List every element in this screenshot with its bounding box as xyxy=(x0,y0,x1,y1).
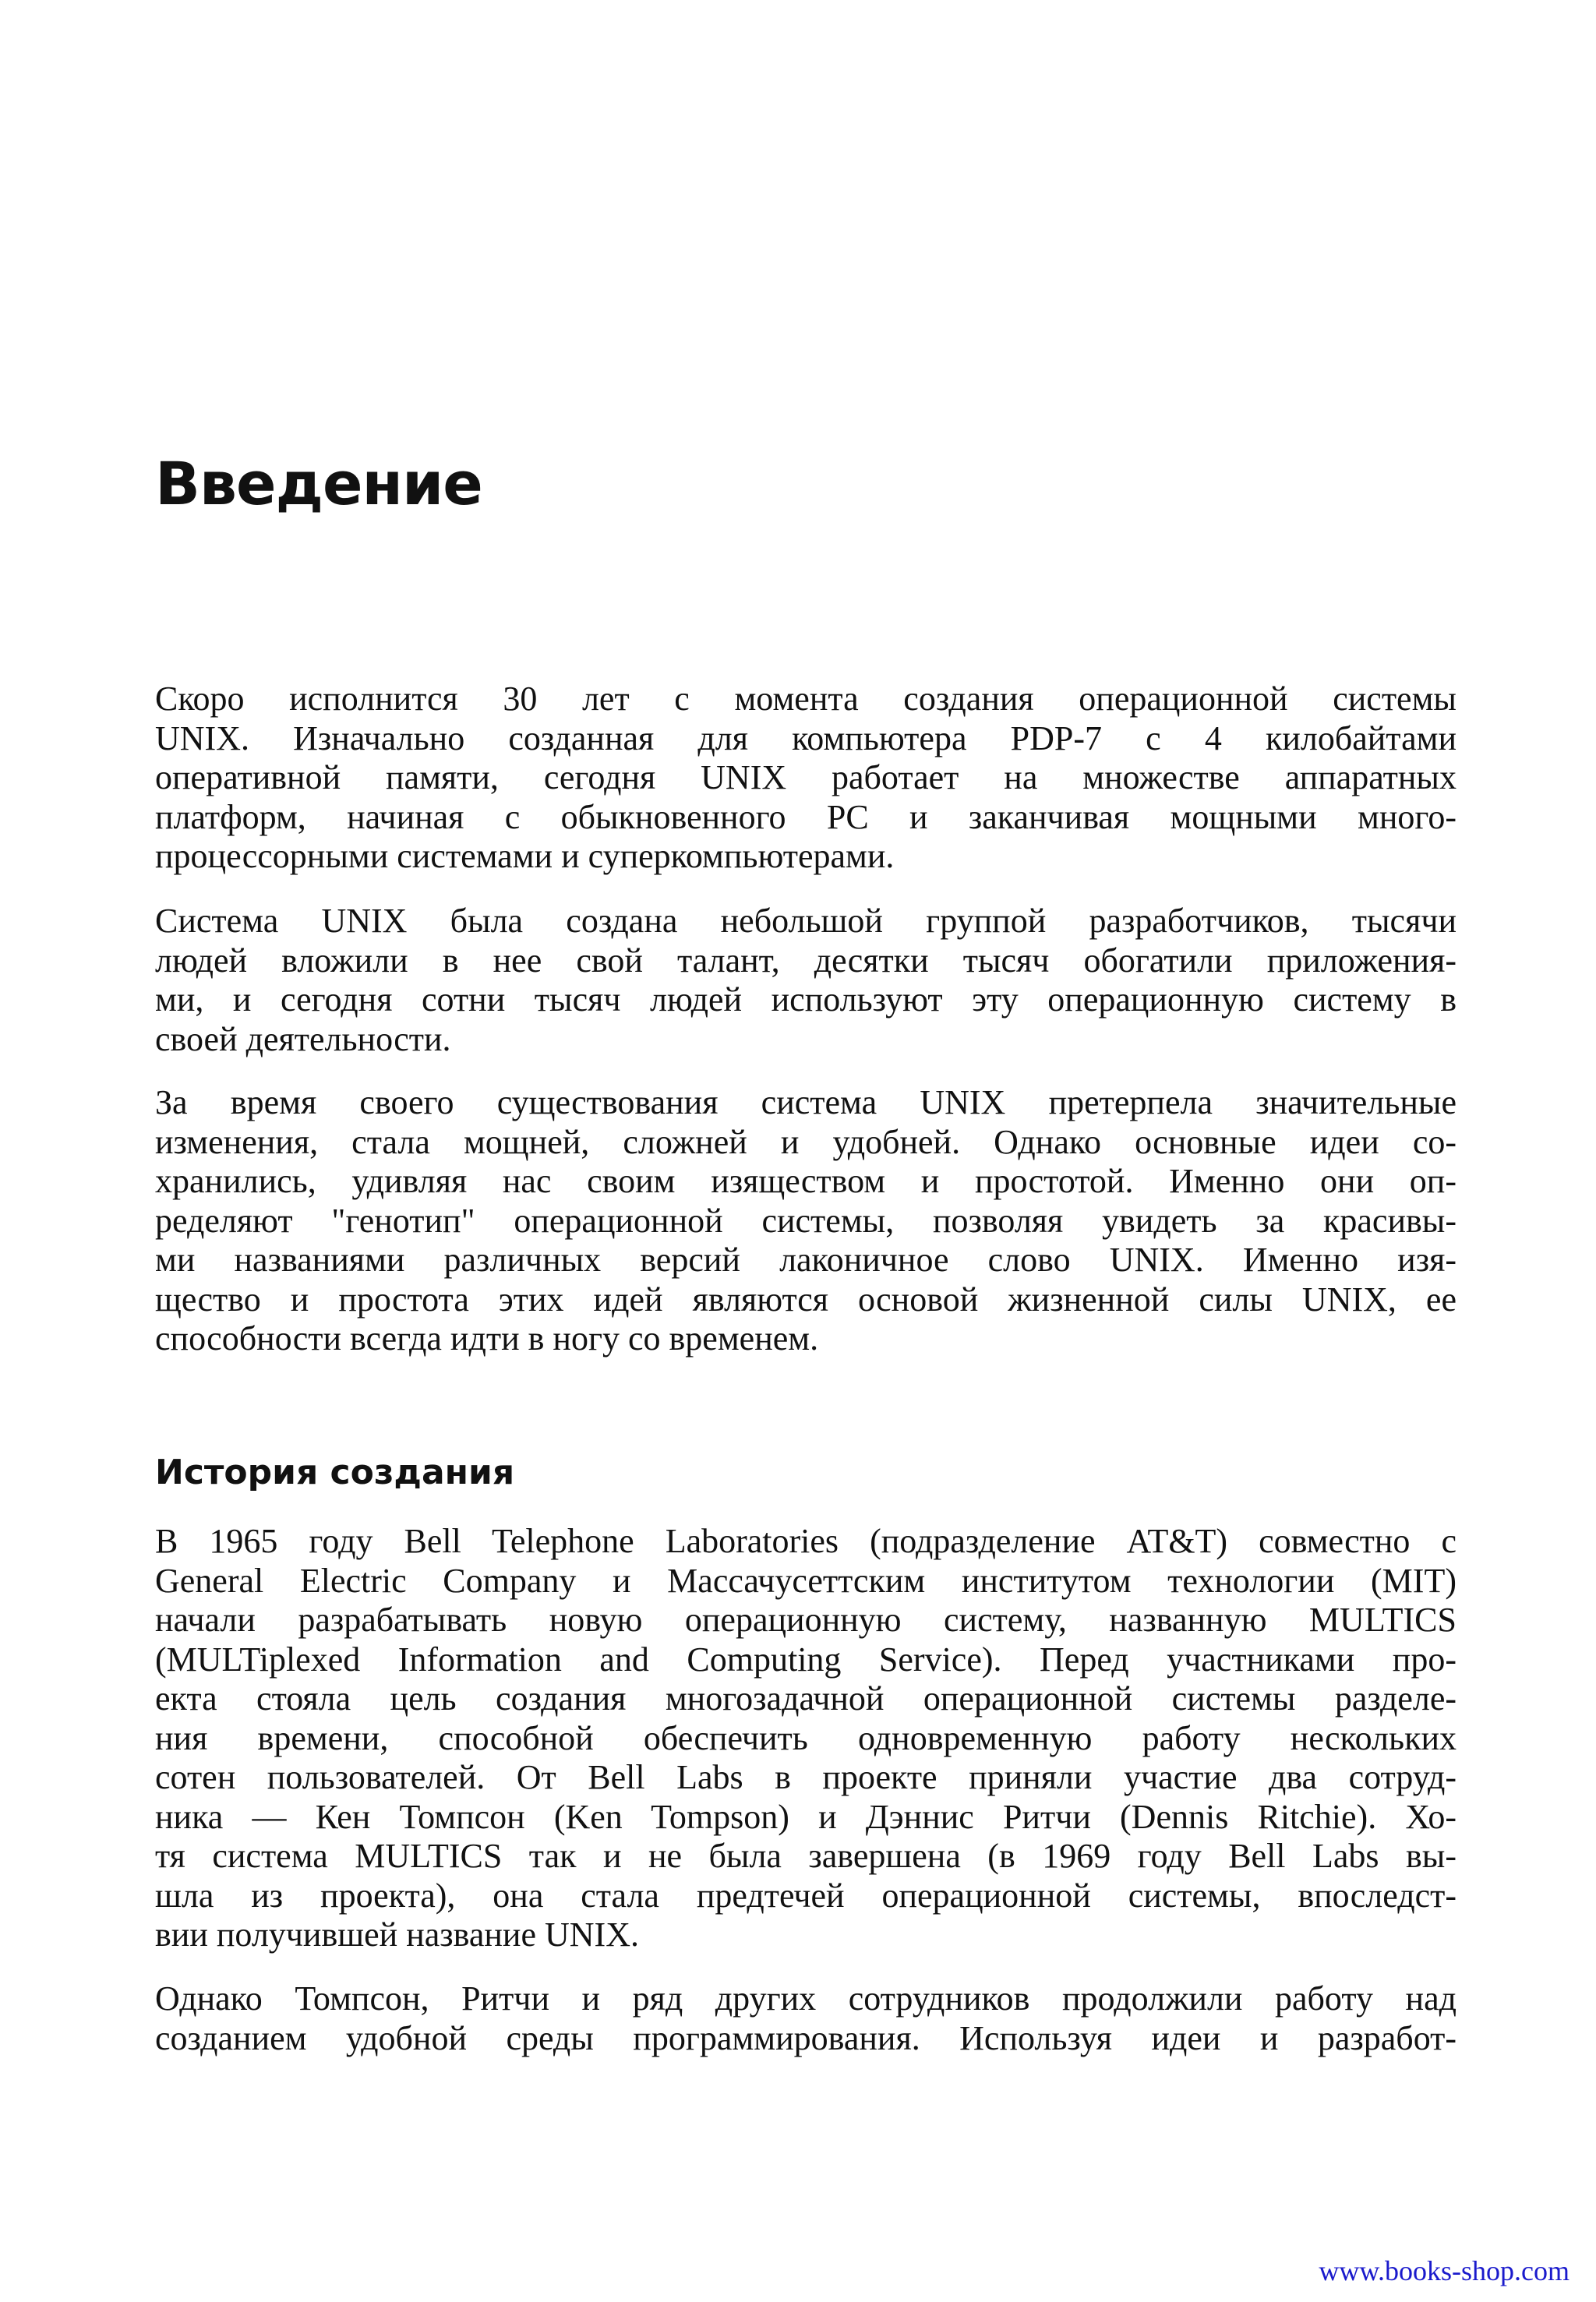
text-line: Система UNIX была создана небольшой группой разработчиков, тысячи xyxy=(155,902,1457,940)
section-title: История создания xyxy=(155,1453,515,1492)
text-line: платформ, начиная с обыкновенного PC и заканчивая мощными много- xyxy=(155,797,1457,836)
text-line: хранились, удивляя нас своим изяществом и простотой. Именно они оп- xyxy=(155,1162,1457,1200)
text-line: процессорными системами и суперкомпьютерами. xyxy=(155,837,895,875)
text-line: вии получившей название UNIX. xyxy=(155,1915,639,1954)
text-line: способности всегда идти в ногу со временем. xyxy=(155,1319,819,1358)
text-line: щество и простота этих идей являются основой жизненной силы UNIX, ее xyxy=(155,1280,1457,1319)
intro-paragraph-2 xyxy=(155,902,1457,1059)
text-line: сотен пользователей. От Bell Labs в проекте приняли участие два сотруд- xyxy=(155,1758,1457,1796)
text-line: General Electric Company и Массачусеттским институтом технологии (MIT) xyxy=(155,1561,1457,1600)
text-line: ми, и сегодня сотни тысяч людей используют эту операционную систему в xyxy=(155,980,1457,1019)
text-line: Однако Томпсон, Ритчи и ряд других сотрудников продолжили работу над xyxy=(155,1979,1457,2018)
text-line: оперативной памяти, сегодня UNIX работает на множестве аппаратных xyxy=(155,758,1457,796)
text-line: начали разрабатывать новую операционную систему, названную MULTICS xyxy=(155,1601,1457,1639)
text-line: екта стояла цель создания многозадачной операционной системы разделе- xyxy=(155,1679,1457,1718)
text-line: людей вложили в нее свой талант, десятки тысяч обогатили приложения- xyxy=(155,941,1457,980)
text-line: изменения, стала мощней, сложней и удобней. Однако основные идеи со- xyxy=(155,1122,1457,1161)
text-line: ми названиями различных версий лаконичное слово UNIX. Именно изя- xyxy=(155,1241,1457,1279)
text-line: своей деятельности. xyxy=(155,1019,451,1058)
text-line: тя система MULTICS так и не была завершена (в 1969 году Bell Labs вы- xyxy=(155,1837,1457,1875)
text-line: ния времени, способной обеспечить одновременную работу нескольких xyxy=(155,1718,1457,1757)
text-line: За время своего существования система UNIX претерпела значительные xyxy=(155,1083,1457,1121)
text-line: созданием удобной среды программирования. Используя идеи и разработ- xyxy=(155,2018,1457,2057)
intro-paragraph-3 xyxy=(155,1083,1457,1359)
text-line: (MULTiplexed Information and Computing Service). Перед участниками про- xyxy=(155,1640,1457,1679)
section-paragraph-1 xyxy=(155,1522,1457,1955)
footer-website-link[interactable]: www.books-shop.com xyxy=(1319,2255,1570,2286)
text-line: ределяют "генотип" операционной системы, позволяя увидеть за красивы- xyxy=(155,1201,1457,1240)
text-line: Скоро исполнится 30 лет с момента создания операционной системы xyxy=(155,680,1457,718)
intro-paragraph-1 xyxy=(155,680,1457,877)
chapter-title: Введение xyxy=(155,449,482,518)
text-line: ника — Кен Томпсон (Ken Tompson) и Дэннис Ритчи (Dennis Ritchie). Хо- xyxy=(155,1797,1457,1836)
text-line: В 1965 году Bell Telephone Laboratories (подразделение AT&T) совместно с xyxy=(155,1522,1457,1560)
text-line: шла из проекта), она стала предтечей операционной системы, впоследст- xyxy=(155,1876,1457,1915)
text-line: UNIX. Изначально созданная для компьютера PDP-7 с 4 килобайтами xyxy=(155,718,1457,757)
section-paragraph-2 xyxy=(155,1979,1457,2058)
